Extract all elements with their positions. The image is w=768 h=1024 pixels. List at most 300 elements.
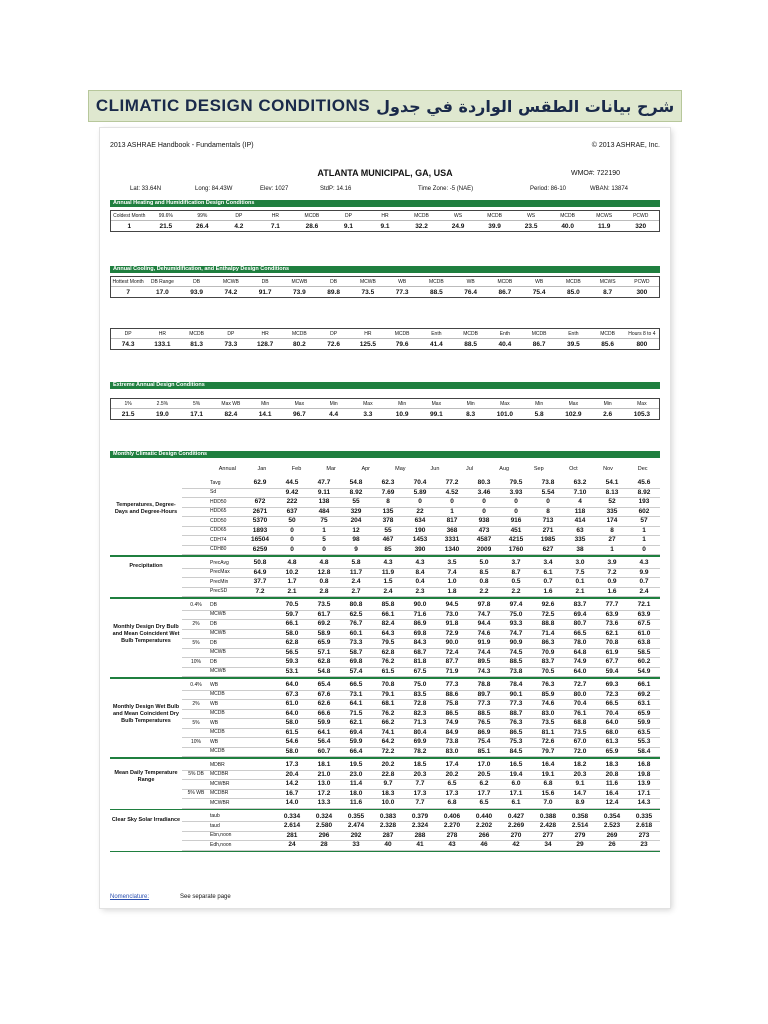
table-cell: 467 [382,536,394,544]
table-cell: 1 [610,545,614,553]
table-cell: 14.3 [637,799,651,807]
table-cell: 9.1 [343,222,353,230]
table-cell: 81.8 [413,658,427,666]
table-cell: 3331 [444,536,460,544]
table-cell: Min [535,400,544,407]
row-label: MCDB [210,710,225,717]
table-cell: 70.4 [605,709,619,717]
table-cell: 80.0 [573,690,587,698]
cooling-table [110,276,660,298]
table-cell: 0 [290,536,294,544]
table-cell: 14.7 [573,789,587,797]
row-label: PrecMin [210,578,229,585]
table-cell: 11.9 [381,568,395,576]
table-cell: 4.8 [287,559,297,567]
table-cell: 90.0 [445,639,459,647]
table-cell: 69.3 [605,681,619,689]
table-cell: 58.0 [285,719,299,727]
table-cell: Hottest Month [112,278,144,285]
table-cell: 7.2 [255,587,265,595]
table-cell: 73.8 [509,667,523,675]
table-cell: 0.383 [379,812,397,820]
table-cell: 1.6 [543,587,553,595]
table-cell: 64.0 [605,719,619,727]
banner-title-en: CLIMATIC DESIGN CONDITIONS [95,96,371,115]
table-cell: 4215 [508,536,524,544]
table-cell: 1 [642,526,646,534]
table-cell: 78.4 [509,681,523,689]
table-cell: 20.3 [573,770,587,778]
table-cell: 89.8 [327,288,340,296]
table-cell: 54.8 [349,479,363,487]
row-percent: 2% [192,700,200,707]
table-cell: MCDB [497,278,513,285]
table-cell: 0 [290,526,294,534]
table-cell: 62.5 [349,610,363,618]
table-cell: 17.1 [190,410,203,418]
table-cell: 8 [610,526,614,534]
meta-period: Period: 86-10 [530,186,567,192]
table-cell: 70.4 [413,479,427,487]
table-cell: 50 [288,517,296,525]
table-cell: 279 [574,831,586,839]
group-divider [110,555,660,557]
table-cell: 91.7 [258,288,272,296]
table-cell: 0.1 [575,578,585,586]
table-cell: 84.5 [509,747,523,755]
table-cell: 54.9 [637,667,651,675]
table-cell: 72.6 [541,738,555,746]
table-cell: 3.9 [607,559,617,567]
table-row [182,667,660,678]
table-cell: 74.7 [477,610,491,618]
table-cell: 4.3 [639,559,649,567]
table-cell: 42 [512,841,520,849]
table-cell: 66.5 [605,700,619,708]
table-cell: 66.1 [637,681,651,689]
table-cell: 72.4 [445,648,459,656]
table-cell: 484 [318,507,330,515]
table-cell: 0 [642,545,646,553]
table-cell: WB [398,278,407,285]
row-label: MCDB [210,748,225,755]
table-cell: 18.5 [413,761,427,769]
table-cell: 27 [608,536,616,544]
cooling-vals [111,287,659,297]
table-cell: 79.5 [509,479,523,487]
section-extreme: Extreme Annual Design Conditions [110,382,660,389]
table-cell: 61.3 [605,738,619,746]
table-cell: MCDB [487,212,502,219]
group-divider [110,809,660,811]
table-cell: 2.514 [571,822,589,830]
table-cell: 1.0 [447,578,457,586]
table-cell: HR [261,330,269,337]
table-cell: 5 [322,536,326,544]
table-cell: 10.2 [285,568,299,576]
table-cell: 79.1 [381,690,395,698]
row-label: MDBR [210,761,225,768]
row-label: MCDBR [210,790,229,797]
table-cell: 0 [546,498,550,506]
table-cell: 414 [574,517,586,525]
nomenclature-link[interactable]: Nomenclature: [110,894,150,900]
table-cell: 74.9 [573,658,587,666]
table-cell: 22.8 [381,770,395,778]
month-label: Aug [499,466,510,472]
table-cell: 64.0 [573,667,587,675]
table-cell: 75 [320,517,328,525]
table-cell: 3.46 [477,488,491,496]
table-cell: 73.5 [317,601,331,609]
table-cell: 0 [514,498,518,506]
table-cell: 1 [322,526,326,534]
table-cell: 55.3 [637,738,651,746]
section-cooling: Annual Cooling, Dehumidification, and Enthalpy Design Conditions [110,266,660,273]
table-cell: HR [364,330,372,337]
table-cell: 62.9 [253,479,267,487]
table-cell: 17.3 [445,789,459,797]
table-cell: 66.1 [285,620,299,628]
table-cell: 73.5 [573,728,587,736]
row-percent: 10% [190,738,201,745]
table-cell: 0.406 [443,812,461,820]
table-cell: 6.8 [447,799,457,807]
table-cell: 17.2 [317,789,331,797]
table-cell: 63 [576,526,584,534]
table-cell: MCDB [463,330,478,337]
table-cell: 18.3 [605,761,619,769]
table-cell: 8 [546,507,550,515]
table-cell: 19.8 [637,770,651,778]
table-cell: 74.3 [121,340,135,348]
table-cell: 74.1 [381,728,395,736]
table-cell: DB [261,278,269,285]
table-cell: 473 [478,526,490,534]
table-cell: 39.9 [488,222,501,230]
table-cell: 101.0 [496,410,514,418]
table-row [182,798,660,809]
table-cell: 5.8 [534,410,544,418]
table-cell: 61.7 [317,610,331,618]
table-cell: 69.4 [573,610,587,618]
table-cell: 62.1 [349,719,363,727]
table-cell: 7.4 [447,568,457,576]
table-cell: 64.3 [381,629,395,637]
table-cell: 72.5 [541,610,555,618]
title-banner [88,90,682,122]
table-cell: 8.7 [603,288,613,296]
wmo-number: WMO#: 722190 [570,170,620,177]
table-cell: 74.4 [477,648,491,656]
table-cell: 84.3 [413,639,427,647]
row-label: DB [210,639,217,646]
footer-note: See separate page [180,894,231,900]
table-cell: 13.9 [637,780,651,788]
table-cell: 133.1 [154,340,171,348]
month-label: Jan [257,466,267,472]
month-label: Annual [218,466,236,472]
row-label: Tavg [210,479,221,486]
table-cell: 6.5 [479,799,489,807]
table-cell: MCDB [292,330,307,337]
table-cell: 88.5 [509,658,523,666]
table-cell: 2.269 [507,822,525,830]
table-cell: Hours 8 to 4 [628,330,656,337]
table-cell: 93.3 [509,620,523,628]
table-cell: 62.6 [317,700,331,708]
table-cell: 61.0 [637,629,651,637]
table-cell: 0 [322,545,326,553]
table-cell: 7.10 [573,488,587,496]
table-cell: 85.8 [381,601,395,609]
table-cell: 73.3 [349,639,363,647]
row-label: HDD50 [210,498,227,505]
table-cell: 11.6 [349,799,363,807]
table-cell: MCWB [359,278,376,285]
meta-elev: Elev: 1027 [260,186,289,192]
month-label: Feb [291,466,302,472]
table-cell: Min [603,400,612,407]
table-cell: 20.2 [381,761,395,769]
table-cell: 4.3 [415,559,425,567]
table-cell: 102.9 [565,410,582,418]
table-cell: 44.5 [285,479,299,487]
dehum-table [110,328,660,350]
table-cell: 19.1 [541,770,555,778]
table-cell: 78.8 [477,681,491,689]
table-cell: 7 [126,288,130,296]
table-cell: 71.4 [541,629,555,637]
table-cell: Max [637,400,647,407]
table-cell: 17.3 [285,761,299,769]
table-cell: 79.6 [395,340,409,348]
row-label: WB [210,700,219,707]
table-cell: 58.4 [637,747,651,755]
table-cell: Min [466,400,475,407]
table-cell: 28 [320,841,328,849]
table-cell: 63.5 [637,728,651,736]
table-cell: 2.4 [383,587,393,595]
table-cell: 68.7 [413,648,427,656]
table-cell: 99.1 [430,410,443,418]
table-cell: 40.0 [561,222,574,230]
table-cell: 86.7 [532,340,546,348]
table-cell: 69.4 [349,728,363,736]
table-cell: 193 [638,498,650,506]
table-cell: 451 [510,526,522,534]
table-cell: 10.9 [395,410,409,418]
table-cell: 4.8 [319,559,329,567]
table-cell: 77.3 [509,700,523,708]
table-cell: 79.5 [381,639,395,647]
meta-lat: Lat: 33.64N [130,186,162,192]
table-cell: 672 [254,498,266,506]
table-cell: 3.93 [509,488,523,496]
extreme-vals [111,409,659,419]
table-cell: 278 [446,831,458,839]
table-cell: 16504 [250,536,270,544]
group-label: Precipitation [129,563,163,569]
table-cell: 86.7 [498,288,512,296]
table-cell: 1.7 [287,578,297,586]
table-cell: 0.355 [347,812,365,820]
table-cell: 38 [576,545,584,553]
month-label: Jun [430,466,440,472]
table-cell: DB [193,278,201,285]
table-cell: 9.9 [639,568,649,576]
row-percent: 0.4% [190,601,202,608]
table-cell: 67.3 [285,690,299,698]
table-cell: HR [271,212,279,219]
table-cell: 22 [416,507,424,515]
row-label: taud [210,822,220,829]
table-cell: 0.354 [603,812,621,820]
month-label: Dec [637,466,648,472]
table-cell: DP [124,330,132,337]
table-cell: 37.7 [253,578,267,586]
table-cell: 26 [608,841,616,849]
table-cell: 73.6 [605,620,619,628]
table-cell: 65.4 [317,681,331,689]
table-cell: 14.0 [285,799,299,807]
table-cell: 68.1 [381,700,395,708]
table-cell: 92.6 [541,601,555,609]
table-cell: 56.5 [285,648,299,656]
table-cell: 916 [510,517,522,525]
table-cell: 24.9 [451,222,465,230]
table-cell: 74.7 [509,629,523,637]
table-cell: 7.0 [543,799,553,807]
table-cell: 800 [636,340,648,348]
table-cell: MCDB [600,330,615,337]
table-cell: MCWS [596,212,613,219]
table-cell: Max WB [221,400,241,407]
table-cell: MCDB [414,212,429,219]
month-label: Oct [569,466,578,472]
table-cell: MCDB [394,330,410,337]
table-cell: 5% [193,400,201,407]
month-label: May [395,466,406,472]
table-cell: 56.4 [317,738,331,746]
table-cell: 105.3 [633,410,651,418]
table-cell: 17.1 [509,789,523,797]
table-cell: 58.9 [317,629,331,637]
table-cell: 72.7 [573,681,587,689]
table-cell: 18.0 [349,789,363,797]
table-cell: 57 [640,517,648,525]
table-cell: 73.1 [349,690,363,698]
table-cell: 0 [290,545,294,553]
table-cell: 1 [127,222,132,230]
table-cell: 97.4 [509,601,523,609]
table-cell: 4.4 [329,410,339,418]
table-cell: 88.6 [445,690,459,698]
table-cell: 0.8 [479,578,489,586]
table-cell: 4 [578,498,582,506]
table-cell: 74.6 [477,629,491,637]
table-cell: PCWD [634,278,650,285]
table-cell: 8.4 [415,568,425,576]
table-cell: 19.4 [509,770,523,778]
copyright-label: © 2013 ASHRAE, Inc. [591,142,660,149]
table-cell: 83.7 [573,601,587,609]
table-cell: 0.335 [635,812,653,820]
table-cell: 2.1 [575,587,585,595]
table-cell: 80.4 [413,728,427,736]
table-cell: 6259 [252,545,268,553]
table-cell: 0 [482,507,486,515]
table-cell: 33 [352,841,360,849]
table-cell: 77.2 [445,479,459,487]
table-cell: 87.7 [445,658,459,666]
table-cell: 78.2 [413,747,427,755]
table-cell: 16.4 [541,761,555,769]
table-cell: 2.7 [351,587,361,595]
table-cell: 17.4 [445,761,459,769]
row-label: WB [210,719,219,726]
table-cell: 85.0 [567,288,580,296]
table-cell: MCDB [189,330,204,337]
table-cell: 58.5 [637,648,651,656]
footer-link[interactable] [110,894,149,900]
table-cell: 0.358 [571,812,589,820]
table-cell: 2.6 [603,410,613,418]
table-cell: 65.9 [637,709,651,717]
row-label: DB [210,620,217,627]
table-cell: 69.2 [317,620,331,628]
table-cell: 86.5 [509,728,523,736]
section-monthly: Monthly Climatic Design Conditions [110,451,660,458]
table-cell: 2.4 [351,578,361,586]
table-cell: 97.8 [477,601,491,609]
month-header [210,466,660,472]
table-cell: 2.2 [511,587,521,595]
table-cell: 86.5 [445,709,459,717]
table-cell: 9.1 [575,780,585,788]
table-cell: Max [294,400,305,407]
table-cell: 13.0 [317,780,331,788]
table-cell: 3.7 [511,559,521,567]
group-label: Monthly Design Dry Bulb and Mean Coincident Wet Bulb Temperatures [112,624,180,644]
table-cell: 83.0 [541,709,555,717]
table-cell: 88.5 [477,709,491,717]
dehum-vals [111,339,659,349]
table-cell: 58.0 [285,747,299,755]
table-cell: 76.3 [509,719,523,727]
table-cell: 222 [286,498,298,506]
row-label: CDD65 [210,527,227,534]
table-cell: 11.6 [605,780,619,788]
table-cell: 2.270 [443,822,461,830]
table-cell: 20.3 [413,770,427,778]
table-cell: 77.3 [445,681,459,689]
row-label: DB [210,601,217,608]
table-cell: 72.3 [605,690,619,698]
table-cell: 66.1 [381,610,395,618]
section-heating: Annual Heating and Humidification Design Conditions [110,200,660,207]
table-cell: 17.1 [637,789,651,797]
row-percent: 10% [190,658,201,665]
table-cell: 2.202 [475,822,493,830]
table-cell: 11.7 [349,568,363,576]
table-cell: 8.92 [637,488,651,496]
table-cell: 17.3 [413,789,427,797]
row-percent: 0.4% [190,681,202,688]
table-cell: 28.6 [305,222,319,230]
table-cell: 292 [350,831,362,839]
table-cell: 91.9 [477,639,491,647]
